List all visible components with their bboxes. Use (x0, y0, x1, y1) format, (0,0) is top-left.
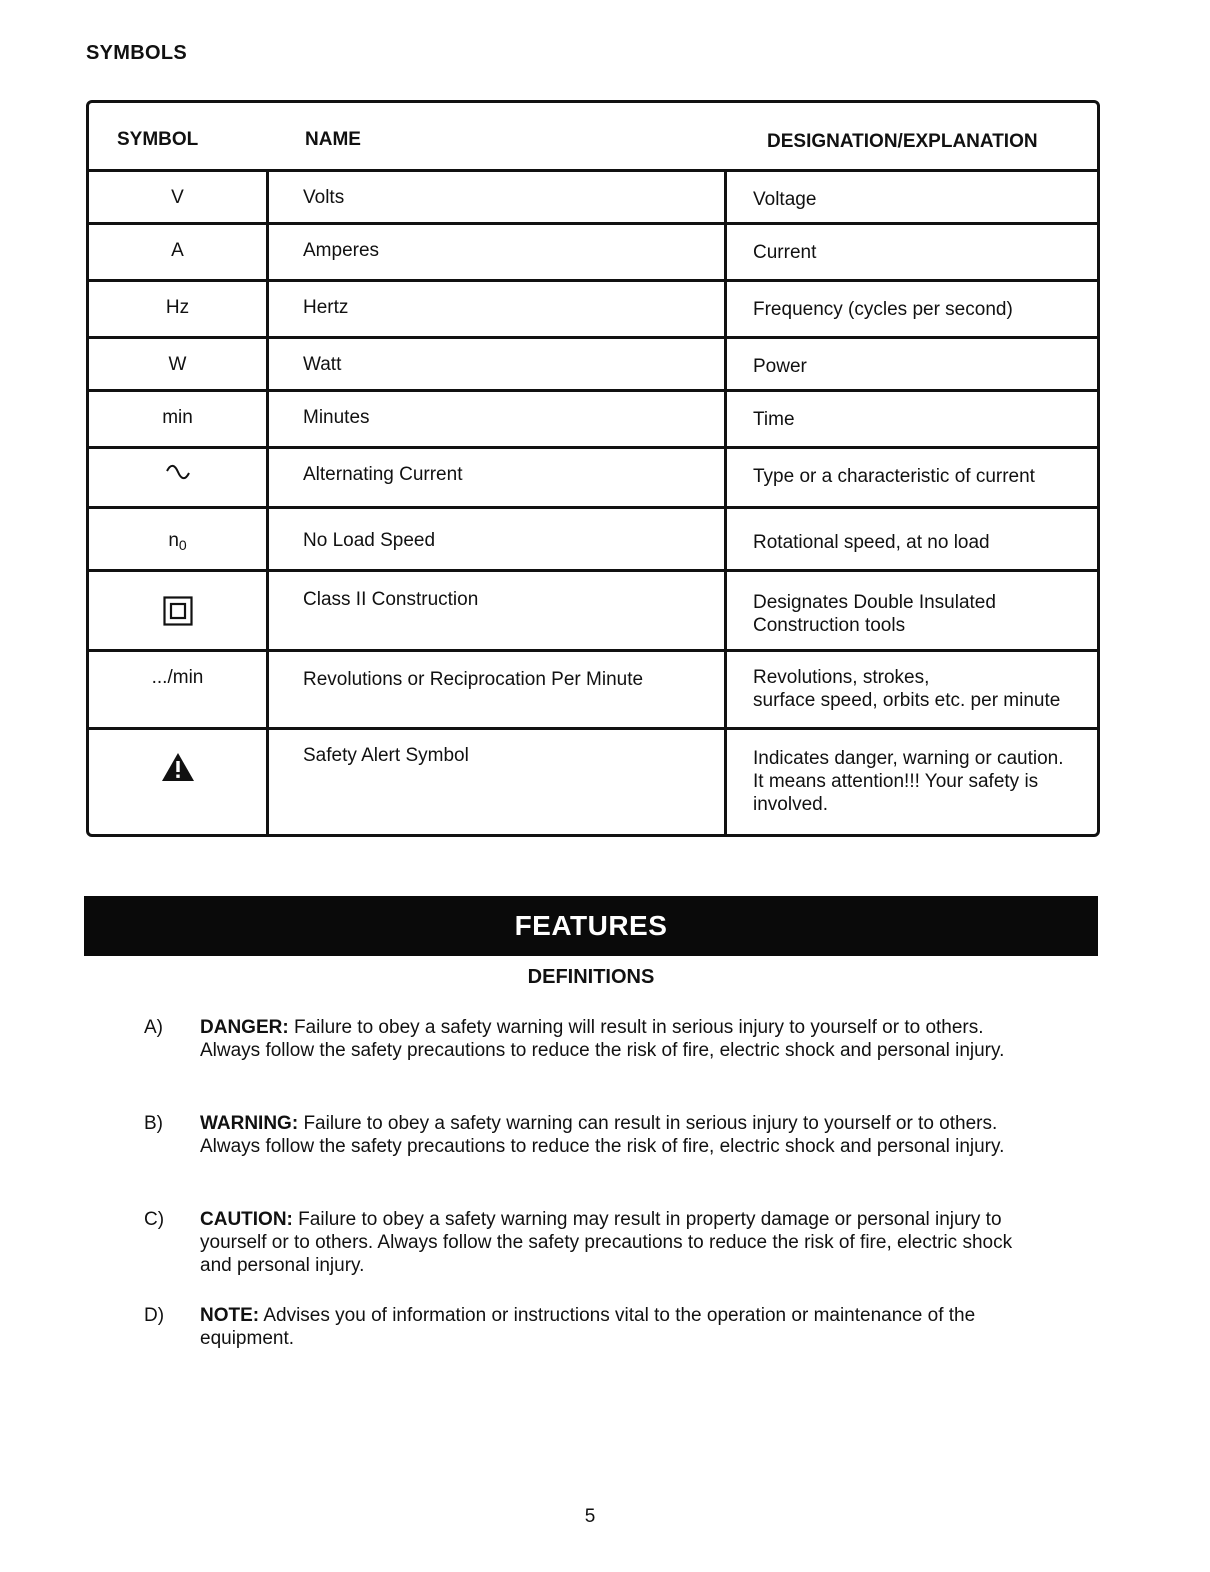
designation-cell: Voltage (753, 189, 817, 210)
name-cell: Revolutions or Reciprocation Per Minute (269, 652, 727, 727)
table-row (89, 392, 1097, 449)
table-row (89, 339, 1097, 392)
definition-term: WARNING: (200, 1113, 299, 1134)
designation-line: It means attention!!! Your safety is (753, 771, 1039, 792)
name-cell: Class II Construction (269, 572, 727, 649)
symbol-subscript: 0 (178, 537, 187, 553)
designation-line: Indicates danger, warning or caution. (753, 748, 1064, 769)
name-cell: Volts (269, 172, 727, 222)
definition-letter: C) (144, 1209, 165, 1230)
designation-cell (727, 652, 1097, 727)
name-cell: Minutes (269, 392, 727, 446)
definitions-title: DEFINITIONS (527, 966, 655, 988)
name-cell: Amperes (269, 225, 727, 279)
definition-body: Failure to obey a safety warning will result in serious injury to yourself or to others. Always follow the safety precautions to reduce the risk of fire, electric shock and personal injury. (200, 1017, 1005, 1061)
designation-cell: Current (753, 242, 817, 263)
table-row (89, 652, 1097, 730)
definition-body: Failure to obey a safety warning can result in serious injury to yourself or to others. Always follow the safety precautions to reduce the risk of fire, electric shock and personal injury. (200, 1113, 1005, 1157)
table-row (89, 730, 1097, 834)
definition-text (200, 1112, 1020, 1158)
features-banner: FEATURES (84, 896, 1098, 956)
name-cell: No Load Speed (269, 509, 727, 569)
designation-line: Construction tools (753, 615, 906, 636)
symbol-n: n (168, 530, 179, 551)
alternating-current-icon (165, 463, 191, 487)
table-header-row (89, 103, 1097, 172)
definition-body: Failure to obey a safety warning may result in property damage or personal injury to yourself or to others. Always follow the safety precautions to reduce the risk of fire, electric shock and personal injury. (200, 1209, 1013, 1276)
definition-text (200, 1208, 1020, 1277)
name-cell: Hertz (269, 282, 727, 336)
page-number: 5 (584, 1506, 596, 1527)
designation-cell (727, 730, 1097, 834)
definition-term: CAUTION: (200, 1209, 293, 1230)
designation-line: Revolutions, strokes, (753, 667, 930, 688)
table-row (89, 449, 1097, 509)
double-insulated-icon (163, 596, 193, 632)
definition-letter: A) (144, 1017, 163, 1038)
definition-term: DANGER: (200, 1017, 289, 1038)
symbol-cell: V (89, 172, 269, 222)
symbols-table (86, 100, 1100, 837)
definition-body: Advises you of information or instructions vital to the operation or maintenance of the equipment. (200, 1305, 976, 1349)
designation-cell: Time (753, 409, 795, 430)
symbols-heading: SYMBOLS (86, 42, 187, 64)
name-cell: Alternating Current (269, 449, 727, 506)
table-row (89, 172, 1097, 225)
definition-term: NOTE: (200, 1305, 260, 1326)
symbol-cell: Hz (89, 282, 269, 336)
header-symbol: SYMBOL (117, 129, 199, 150)
definition-text (200, 1304, 1020, 1350)
designation-line: Designates Double Insulated (753, 592, 996, 613)
table-row (89, 225, 1097, 282)
symbol-cell: min (89, 392, 269, 446)
table-row (89, 572, 1097, 652)
symbol-cell: .../min (89, 652, 269, 727)
designation-cell (727, 572, 1097, 649)
designation-line: surface speed, orbits etc. per minute (753, 690, 1061, 711)
symbol-cell (89, 572, 269, 649)
symbol-cell: W (89, 339, 269, 389)
name-cell: Watt (269, 339, 727, 389)
name-cell: Safety Alert Symbol (269, 730, 727, 834)
designation-line: involved. (753, 794, 828, 815)
definition-letter: D) (144, 1305, 165, 1326)
designation-cell: Power (753, 356, 807, 377)
symbol-cell (89, 449, 269, 506)
symbol-cell: A (89, 225, 269, 279)
symbol-cell (89, 730, 269, 834)
table-row (89, 282, 1097, 339)
designation-cell: Type or a characteristic of current (753, 466, 1035, 487)
symbol-cell (89, 509, 269, 569)
header-name: NAME (305, 129, 361, 150)
designation-cell: Rotational speed, at no load (753, 532, 990, 553)
designation-cell: Frequency (cycles per second) (753, 299, 1013, 320)
definition-text (200, 1016, 1020, 1062)
definition-letter: B) (144, 1113, 163, 1134)
table-row (89, 509, 1097, 572)
safety-alert-icon (161, 752, 195, 788)
header-designation: DESIGNATION/EXPLANATION (767, 131, 1038, 152)
